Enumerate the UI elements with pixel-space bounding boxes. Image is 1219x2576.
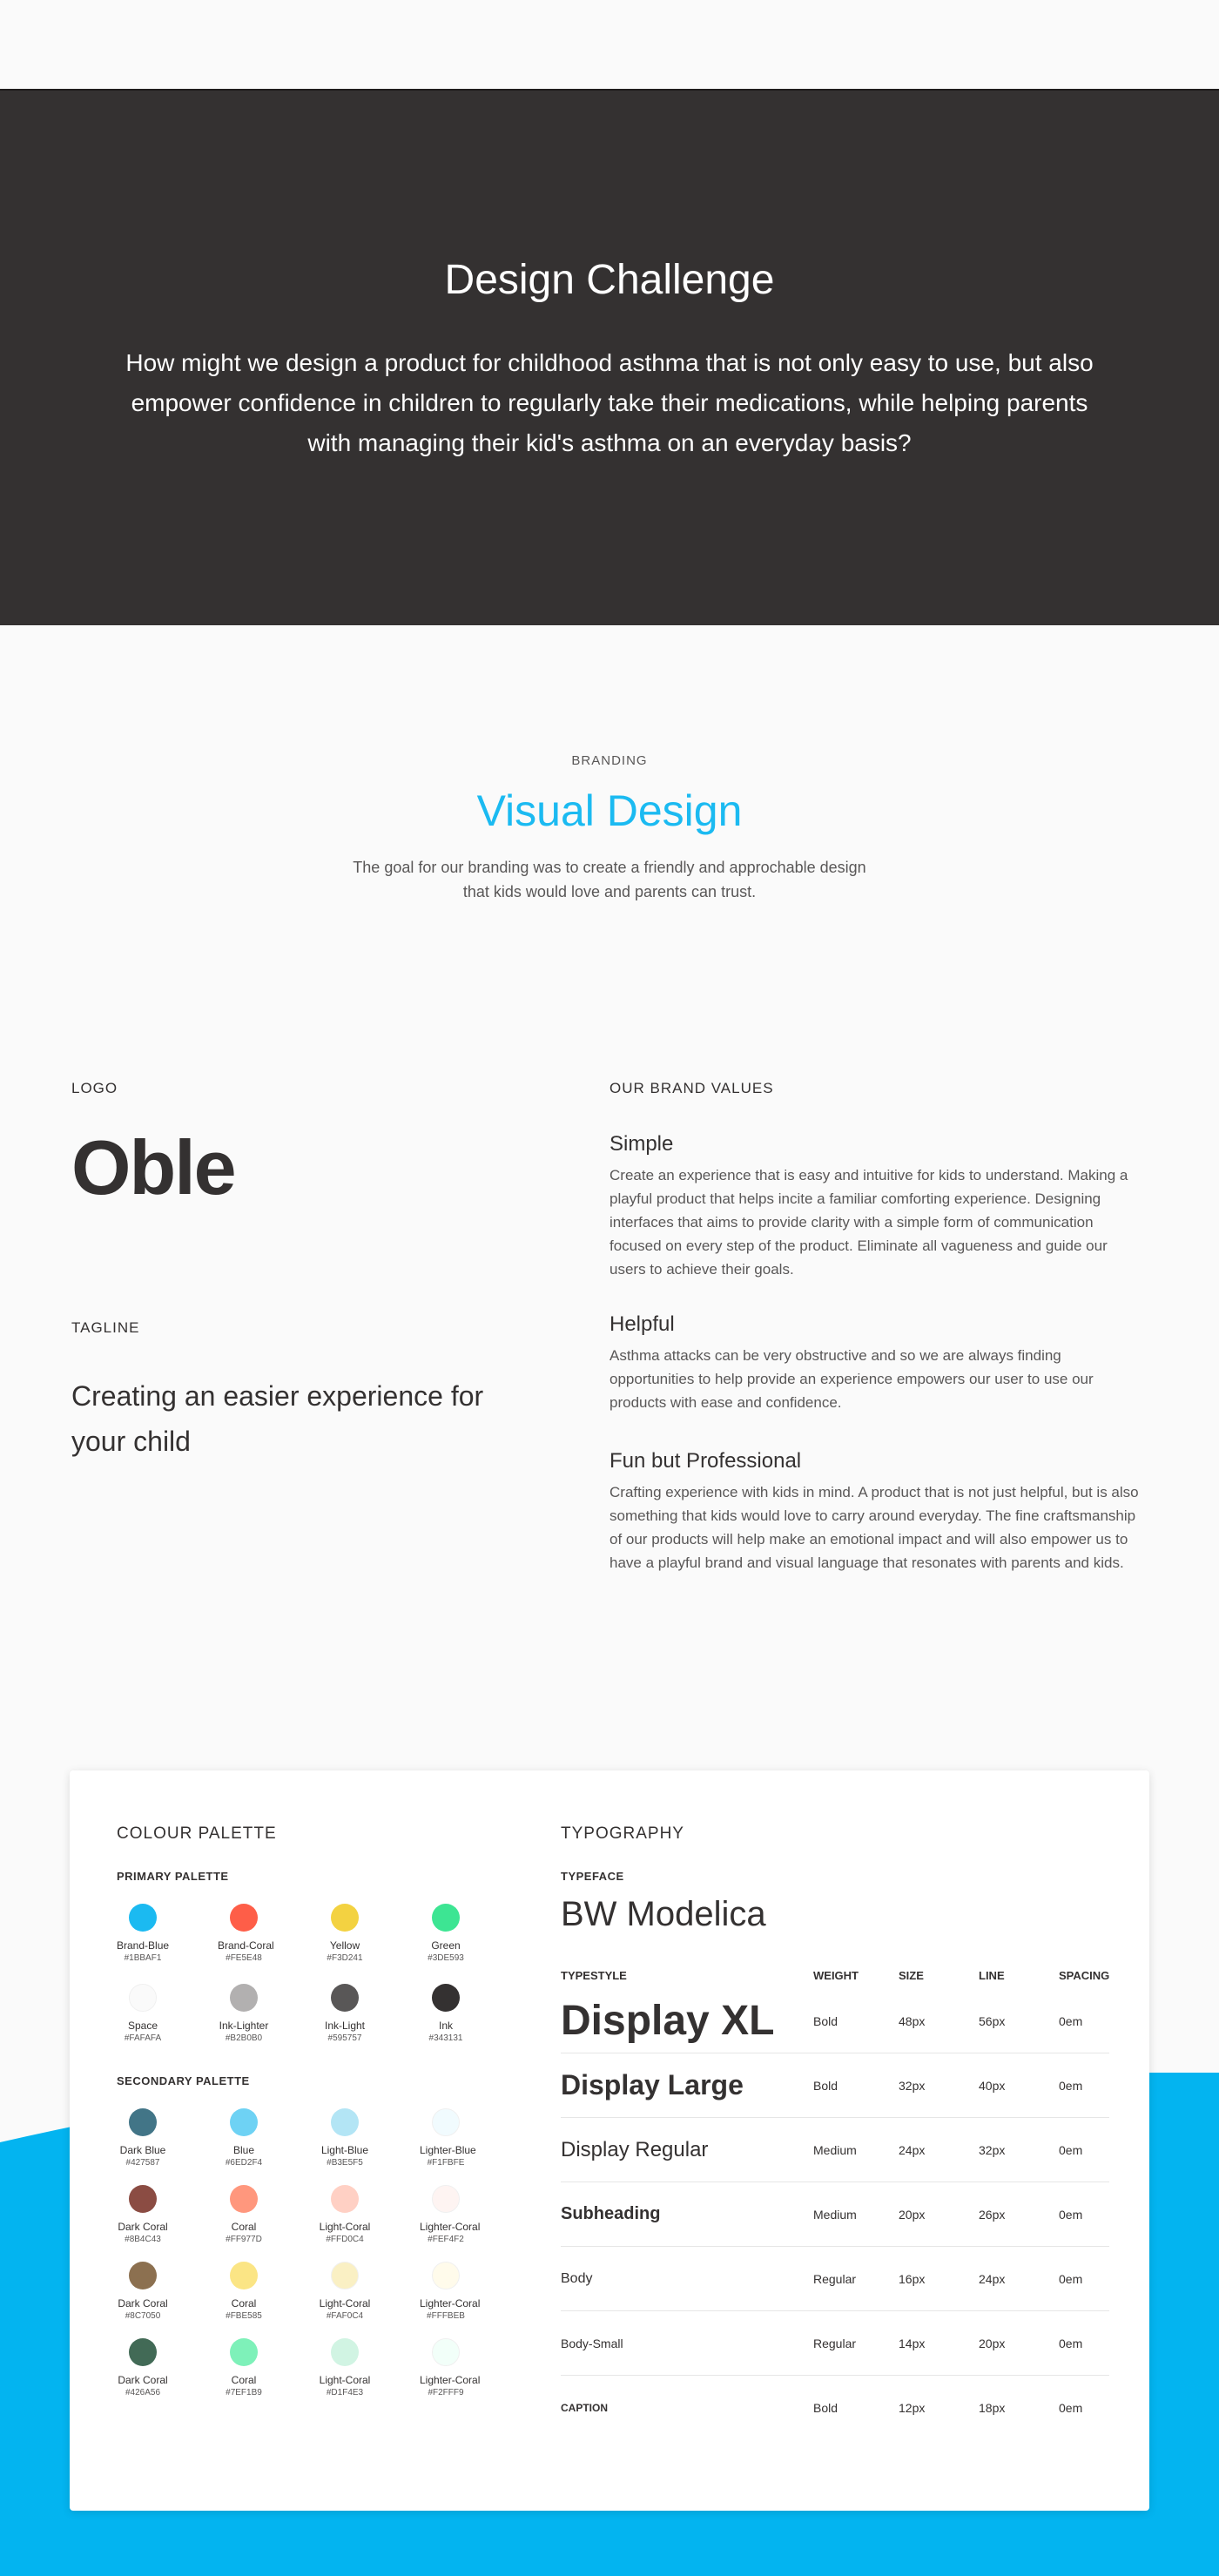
- color-dot: [331, 2338, 359, 2366]
- color-name: Dark Blue: [119, 2144, 166, 2156]
- color-name: Space: [127, 2020, 158, 2032]
- color-dot: [331, 2262, 359, 2289]
- logo-label: LOGO: [71, 1080, 118, 1096]
- color-name: Lighter-Blue: [420, 2144, 476, 2156]
- color-dot: [432, 2338, 460, 2366]
- typestyle-weight: Medium: [813, 2142, 857, 2157]
- branding-eyebrow: BRANDING: [571, 753, 648, 768]
- color-swatch: [117, 2185, 169, 2246]
- visual-design-title: Visual Design: [476, 786, 743, 835]
- color-swatch: [117, 2108, 169, 2169]
- color-name: Lighter-Coral: [420, 2374, 481, 2386]
- color-hex: #6ED2F4: [225, 2158, 263, 2168]
- brand-value-text: Create an experience that is easy and intuitive for kids to understand. Making a playful product that helps incite a familiar comforting experience. Designing interfaces that aims to provide clarity with a simple form of communication focused on every step of the product. Eliminate all vagueness and guide our users to achieve their goals.: [610, 1167, 1128, 1278]
- brand-value-title: Fun but Professional: [610, 1449, 802, 1473]
- typestyle-style: CAPTION: [561, 2402, 608, 2414]
- color-dot: [432, 2185, 460, 2213]
- color-name: Dark Coral: [118, 2221, 168, 2233]
- color-name: Lighter-Coral: [420, 2221, 481, 2233]
- challenge-question: How might we design a product for childhood asthma that is not only easy to use, but also empower confidence in children to regularly take their medications, while helping parents with managing their kid's asthma on an everyday basis?: [125, 349, 1094, 456]
- color-dot: [331, 2108, 359, 2136]
- color-dot: [129, 1904, 157, 1932]
- typestyle-spacing: 0em: [1059, 2142, 1083, 2157]
- color-swatch: [218, 2185, 270, 2246]
- color-dot: [432, 1984, 460, 2012]
- col-typestyle: TYPESTYLE: [561, 1969, 627, 1982]
- typestyle-spacing: 0em: [1059, 2271, 1083, 2286]
- color-name: Blue: [232, 2144, 255, 2156]
- color-dot: [331, 1984, 359, 2012]
- oble-logo: Oble: [71, 1124, 235, 1210]
- color-name: Dark Coral: [118, 2297, 168, 2310]
- typestyle-weight: Regular: [813, 2271, 857, 2286]
- brand-value-text: Crafting experience with kids in mind. A product that is not just helpful, but is also something that kids would love to carry around everyday. The fine craftsmanship of our products will help make an emotional impact and will also empower us to have a playful brand and visual language that resonates with parents and kids.: [610, 1484, 1139, 1571]
- color-name: Yellow: [329, 1939, 360, 1952]
- color-name: Lighter-Coral: [420, 2297, 481, 2310]
- primary-swatches: [117, 1904, 517, 2045]
- color-hex: #B3E5F5: [327, 2158, 363, 2168]
- color-hex: #B2B0B0: [225, 2033, 263, 2043]
- color-dot: [230, 1984, 258, 2012]
- typestyle-spacing: 0em: [1059, 2078, 1083, 2093]
- color-dot: [230, 2108, 258, 2136]
- typestyle-line: 56px: [979, 2013, 1006, 2028]
- color-swatch: [218, 1984, 270, 2045]
- typestyle-size: 48px: [899, 2013, 926, 2028]
- typestyle-weight: Regular: [813, 2336, 857, 2350]
- color-hex: #D1F4E3: [326, 2388, 364, 2397]
- typeface-label: TYPEFACE: [561, 1870, 624, 1883]
- color-dot: [129, 1984, 157, 2012]
- color-name: Ink-Lighter: [219, 2020, 269, 2032]
- typestyle-size: 14px: [899, 2336, 926, 2350]
- color-name: Dark Coral: [118, 2374, 168, 2386]
- color-swatch: [319, 2108, 371, 2169]
- tagline-block: [71, 1319, 524, 1464]
- tagline-label: TAGLINE: [71, 1319, 140, 1336]
- challenge-title: Design Challenge: [444, 257, 775, 303]
- typestyle-style: Body: [561, 2270, 593, 2286]
- color-swatch: [218, 1904, 274, 1965]
- col-size: SIZE: [899, 1969, 924, 1982]
- color-hex: #FBE585: [226, 2311, 262, 2321]
- typestyle-spacing: 0em: [1059, 2207, 1083, 2222]
- color-hex: #FAFAFA: [124, 2033, 162, 2043]
- color-swatch: [420, 2262, 481, 2323]
- typestyle-size: 24px: [899, 2142, 926, 2157]
- color-dot: [230, 2338, 258, 2366]
- color-hex: #427587: [125, 2158, 160, 2168]
- color-dot: [432, 2108, 460, 2136]
- color-name: Brand-Coral: [218, 1939, 274, 1952]
- color-swatch: [218, 2262, 270, 2323]
- color-name: Brand-Blue: [117, 1939, 170, 1952]
- color-swatch: [319, 2185, 371, 2246]
- color-swatch: [319, 1984, 371, 2045]
- color-hex: #FFD0C4: [326, 2235, 364, 2244]
- typestyle-style: Body-Small: [561, 2336, 623, 2350]
- brand-value-simple: [610, 1132, 1141, 1281]
- color-swatch: [218, 2108, 270, 2169]
- typestyle-weight: Medium: [813, 2207, 857, 2222]
- color-name: Light-Coral: [319, 2221, 371, 2233]
- typography-title: TYPOGRAPHY: [561, 1824, 684, 1843]
- typestyle-row: [561, 2182, 1109, 2247]
- typestyle-style: Display XL: [561, 1998, 775, 2044]
- typeface-name: BW Modelica: [561, 1895, 766, 1933]
- colour-palette: [117, 1824, 517, 2399]
- color-hex: #7EF1B9: [226, 2388, 262, 2397]
- color-name: Coral: [231, 2374, 257, 2386]
- typestyle-line: 18px: [979, 2401, 1006, 2415]
- color-hex: #8C7050: [125, 2311, 161, 2321]
- color-dot: [129, 2185, 157, 2213]
- style-guide-card: [70, 1770, 1149, 2511]
- typestyle-line: 40px: [979, 2078, 1006, 2093]
- color-hex: #FAF0C4: [326, 2311, 364, 2321]
- typestyle-line: 32px: [979, 2142, 1006, 2157]
- color-name: Coral: [231, 2297, 257, 2310]
- typestyle-row: [561, 2053, 1109, 2118]
- color-dot: [331, 1904, 359, 1932]
- typestyle-table: [561, 1969, 1109, 2440]
- branding-header: [0, 753, 1219, 904]
- color-swatch: [319, 2262, 371, 2323]
- typestyle-line: 20px: [979, 2336, 1006, 2350]
- brand-value-text: Asthma attacks can be very obstructive and so we are always finding opportunities to help provide an experience empowers our user to use our products with ease and confidence.: [610, 1347, 1094, 1411]
- logo-block: [71, 1080, 235, 1212]
- typestyle-size: 20px: [899, 2207, 926, 2222]
- color-hex: #F3D241: [327, 1953, 363, 1963]
- color-dot: [129, 2108, 157, 2136]
- color-swatch: [420, 1904, 472, 1965]
- typestyle-row: [561, 2118, 1109, 2182]
- brand-value-title: Helpful: [610, 1312, 675, 1336]
- color-hex: #426A56: [125, 2388, 161, 2397]
- color-name: Light-Coral: [319, 2297, 371, 2310]
- color-swatch: [117, 2338, 169, 2399]
- typestyle-weight: Bold: [813, 2013, 838, 2028]
- color-dot: [129, 2262, 157, 2289]
- brand-values-label: OUR BRAND VALUES: [610, 1080, 774, 1096]
- typestyle-size: 12px: [899, 2401, 926, 2415]
- typestyle-size: 32px: [899, 2078, 926, 2093]
- color-hex: #FE5E48: [226, 1953, 262, 1963]
- typestyle-weight: Bold: [813, 2401, 838, 2415]
- col-weight: WEIGHT: [813, 1969, 859, 1982]
- color-hex: #8B4C43: [125, 2235, 161, 2244]
- typestyle-row: [561, 2247, 1109, 2311]
- col-spacing: SPACING: [1059, 1969, 1110, 1982]
- typestyle-row: [561, 1989, 1109, 2053]
- color-swatch: [420, 2185, 481, 2246]
- typestyle-style: Display Large: [561, 2069, 744, 2101]
- typestyle-size: 16px: [899, 2271, 926, 2286]
- typestyle-style: Subheading: [561, 2204, 661, 2223]
- color-hex: #FFFBEB: [427, 2311, 465, 2321]
- color-swatch: [420, 2108, 476, 2169]
- color-swatch: [117, 1904, 169, 1965]
- color-swatch: [117, 1984, 169, 2045]
- color-hex: #F1FBFE: [427, 2158, 465, 2168]
- color-swatch: [218, 2338, 270, 2399]
- primary-palette-label: PRIMARY PALETTE: [117, 1870, 229, 1883]
- typestyle-spacing: 0em: [1059, 2401, 1083, 2415]
- color-hex: #595757: [327, 2033, 362, 2043]
- color-hex: #343131: [428, 2033, 463, 2043]
- typestyle-table-header: [561, 1969, 1109, 1982]
- color-dot: [432, 2262, 460, 2289]
- color-hex: #1BBAF1: [124, 1953, 162, 1963]
- color-name: Green: [431, 1939, 461, 1952]
- typography: [561, 1824, 1109, 2440]
- color-dot: [230, 2262, 258, 2289]
- secondary-swatches: [117, 2108, 517, 2399]
- color-hex: #F2FFF9: [428, 2388, 464, 2397]
- typestyle-weight: Bold: [813, 2078, 838, 2093]
- color-hex: #FF977D: [226, 2235, 262, 2244]
- color-name: Ink-Light: [324, 2020, 366, 2032]
- brand-value-helpful: [610, 1312, 1141, 1414]
- typestyle-line: 24px: [979, 2271, 1006, 2286]
- color-hex: #3DE593: [428, 1953, 464, 1963]
- color-swatch: [420, 2338, 481, 2399]
- typestyle-spacing: 0em: [1059, 2336, 1083, 2350]
- color-name: Coral: [231, 2221, 257, 2233]
- branding-description: The goal for our branding was to create a friendly and approchable design that kids would love and parents can trust.: [353, 859, 866, 900]
- color-dot: [230, 1904, 258, 1932]
- brand-value-fun: [610, 1449, 1141, 1575]
- color-dot: [230, 2185, 258, 2213]
- top-strip: [0, 0, 1219, 89]
- typestyle-rows: [561, 1989, 1109, 2440]
- color-dot: [331, 2185, 359, 2213]
- color-swatch: [319, 2338, 371, 2399]
- color-dot: [129, 2338, 157, 2366]
- tagline-text: Creating an easier experience for your child: [71, 1380, 484, 1457]
- typestyle-row: [561, 2311, 1109, 2376]
- color-name: Light-Coral: [319, 2374, 371, 2386]
- typestyle-spacing: 0em: [1059, 2013, 1083, 2028]
- color-dot: [432, 1904, 460, 1932]
- brand-value-title: Simple: [610, 1132, 674, 1156]
- typestyle-style: Display Regular: [561, 2137, 709, 2161]
- typestyle-line: 26px: [979, 2207, 1006, 2222]
- typestyle-row: [561, 2376, 1109, 2440]
- design-challenge-section: [0, 89, 1219, 625]
- color-swatch: [420, 1984, 472, 2045]
- color-swatch: [117, 2262, 169, 2323]
- color-hex: #FEF4F2: [428, 2235, 464, 2244]
- brand-values: [610, 1080, 1141, 1575]
- color-name: Light-Blue: [320, 2144, 369, 2156]
- colour-palette-title: COLOUR PALETTE: [117, 1824, 277, 1843]
- secondary-palette-label: SECONDARY PALETTE: [117, 2074, 250, 2087]
- col-line: LINE: [979, 1969, 1005, 1982]
- color-name: Ink: [438, 2020, 453, 2032]
- color-swatch: [319, 1904, 371, 1965]
